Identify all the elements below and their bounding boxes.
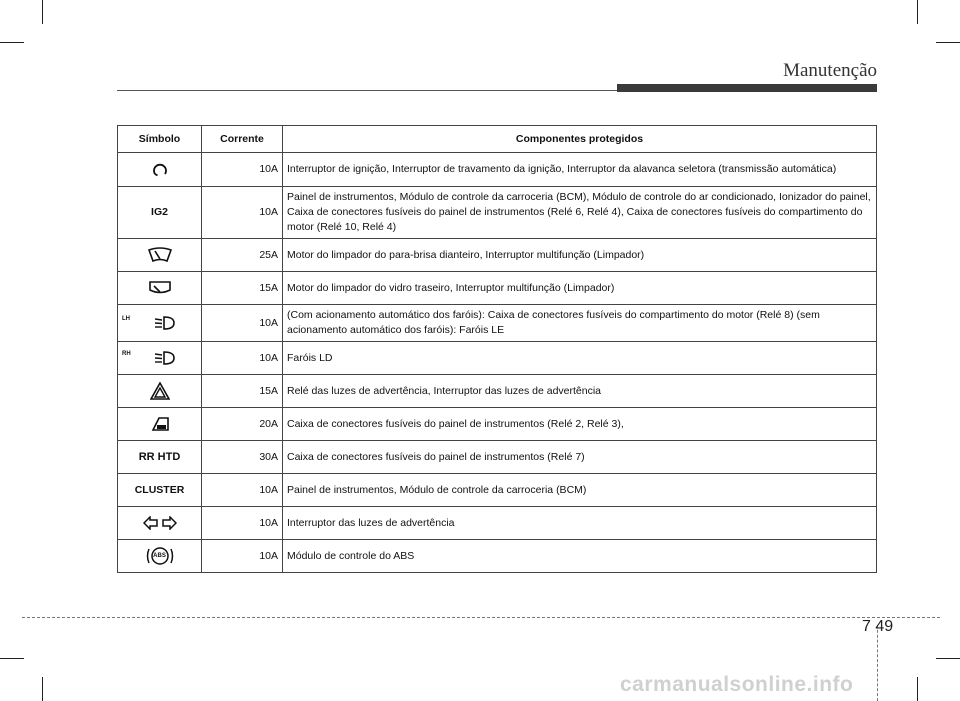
crop-mark bbox=[917, 677, 918, 701]
symbol-label: RR HTD bbox=[118, 441, 202, 474]
table-row bbox=[118, 507, 877, 540]
table-row bbox=[118, 239, 877, 272]
abs-icon bbox=[118, 540, 202, 573]
table-row bbox=[118, 408, 877, 441]
watermark: carmanualsonline.info bbox=[620, 673, 854, 696]
current-value: 10A bbox=[202, 474, 283, 507]
rear-wiper-icon bbox=[118, 272, 202, 305]
crop-mark bbox=[917, 0, 918, 24]
current-value: 15A bbox=[202, 272, 283, 305]
components-text: Motor do limpador do para-brisa dianteiro, Interruptor multifunção (Limpador) bbox=[283, 239, 877, 272]
table-row bbox=[118, 474, 877, 507]
current-value: 15A bbox=[202, 375, 283, 408]
hazard-warning-icon bbox=[118, 375, 202, 408]
cluster-module-icon bbox=[118, 408, 202, 441]
crop-mark bbox=[0, 42, 24, 43]
footer-dashed-rule bbox=[22, 617, 940, 618]
components-text: Módulo de controle do ABS bbox=[283, 540, 877, 573]
table-row bbox=[118, 441, 877, 474]
section-title: Manutenção bbox=[783, 60, 877, 81]
table-row bbox=[118, 305, 877, 342]
components-text: Caixa de conectores fusíveis do painel de instrumentos (Relé 7) bbox=[283, 441, 877, 474]
current-value: 30A bbox=[202, 441, 283, 474]
symbol-label: CLUSTER bbox=[118, 474, 202, 507]
crop-mark bbox=[936, 658, 960, 659]
table-row bbox=[118, 342, 877, 375]
side-label: LH bbox=[122, 316, 130, 322]
headlamp-icon bbox=[118, 305, 202, 342]
side-label: RH bbox=[122, 351, 131, 357]
current-value: 10A bbox=[202, 540, 283, 573]
turn-signal-arrows-icon bbox=[118, 507, 202, 540]
crop-mark bbox=[0, 658, 24, 659]
header-symbol: Símbolo bbox=[118, 126, 202, 153]
crop-mark bbox=[936, 42, 960, 43]
current-value: 10A bbox=[202, 187, 283, 239]
table-row bbox=[118, 187, 877, 239]
abs-label: ABS bbox=[153, 553, 166, 559]
components-text: Motor do limpador do vidro traseiro, Interruptor multifunção (Limpador) bbox=[283, 272, 877, 305]
header-current: Corrente bbox=[202, 126, 283, 153]
components-text: Interruptor de ignição, Interruptor de travamento da ignição, Interruptor da alavanca seletora (transmissão automática) bbox=[283, 153, 877, 187]
components-text: Interruptor das luzes de advertência bbox=[283, 507, 877, 540]
crop-mark bbox=[42, 677, 43, 701]
symbol-label: IG2 bbox=[118, 187, 202, 239]
headlamp-icon bbox=[118, 342, 202, 375]
components-text: Relé das luzes de advertência, Interruptor das luzes de advertência bbox=[283, 375, 877, 408]
table-header-row bbox=[118, 126, 877, 153]
header-rule bbox=[117, 90, 617, 91]
components-text: Faróis LD bbox=[283, 342, 877, 375]
front-wiper-icon bbox=[118, 239, 202, 272]
components-text: Painel de instrumentos, Módulo de controle da carroceria (BCM) bbox=[283, 474, 877, 507]
header-components: Componentes protegidos bbox=[283, 126, 877, 153]
current-value: 20A bbox=[202, 408, 283, 441]
components-text: Caixa de conectores fusíveis do painel de instrumentos (Relé 2, Relé 3), bbox=[283, 408, 877, 441]
crop-mark bbox=[42, 0, 43, 24]
components-text: Painel de instrumentos, Módulo de controle da carroceria (BCM), Módulo de controle do ar condicionado, Ionizador do painel, Caixa de conectores fusíveis do painel de instrumentos (Relé 6, Relé 4), Caixa de conectores fusíveis do compartimento do motor (Relé 10, Relé 4) bbox=[283, 187, 877, 239]
fuse-table bbox=[117, 125, 877, 573]
ignition-key-icon bbox=[118, 153, 202, 187]
current-value: 25A bbox=[202, 239, 283, 272]
current-value: 10A bbox=[202, 305, 283, 342]
current-value: 10A bbox=[202, 153, 283, 187]
footer-dashed-divider bbox=[877, 625, 878, 701]
components-text: (Com acionamento automático dos faróis): Caixa de conectores fusíveis do compartimento do motor (Relé 8) (sem acionamento automático dos faróis): Faróis LE bbox=[283, 305, 877, 342]
table-row bbox=[118, 153, 877, 187]
page-number: 7 49 bbox=[862, 618, 894, 635]
table-row bbox=[118, 540, 877, 573]
table-row bbox=[118, 272, 877, 305]
current-value: 10A bbox=[202, 342, 283, 375]
header-bar bbox=[617, 84, 877, 92]
table-row bbox=[118, 375, 877, 408]
current-value: 10A bbox=[202, 507, 283, 540]
